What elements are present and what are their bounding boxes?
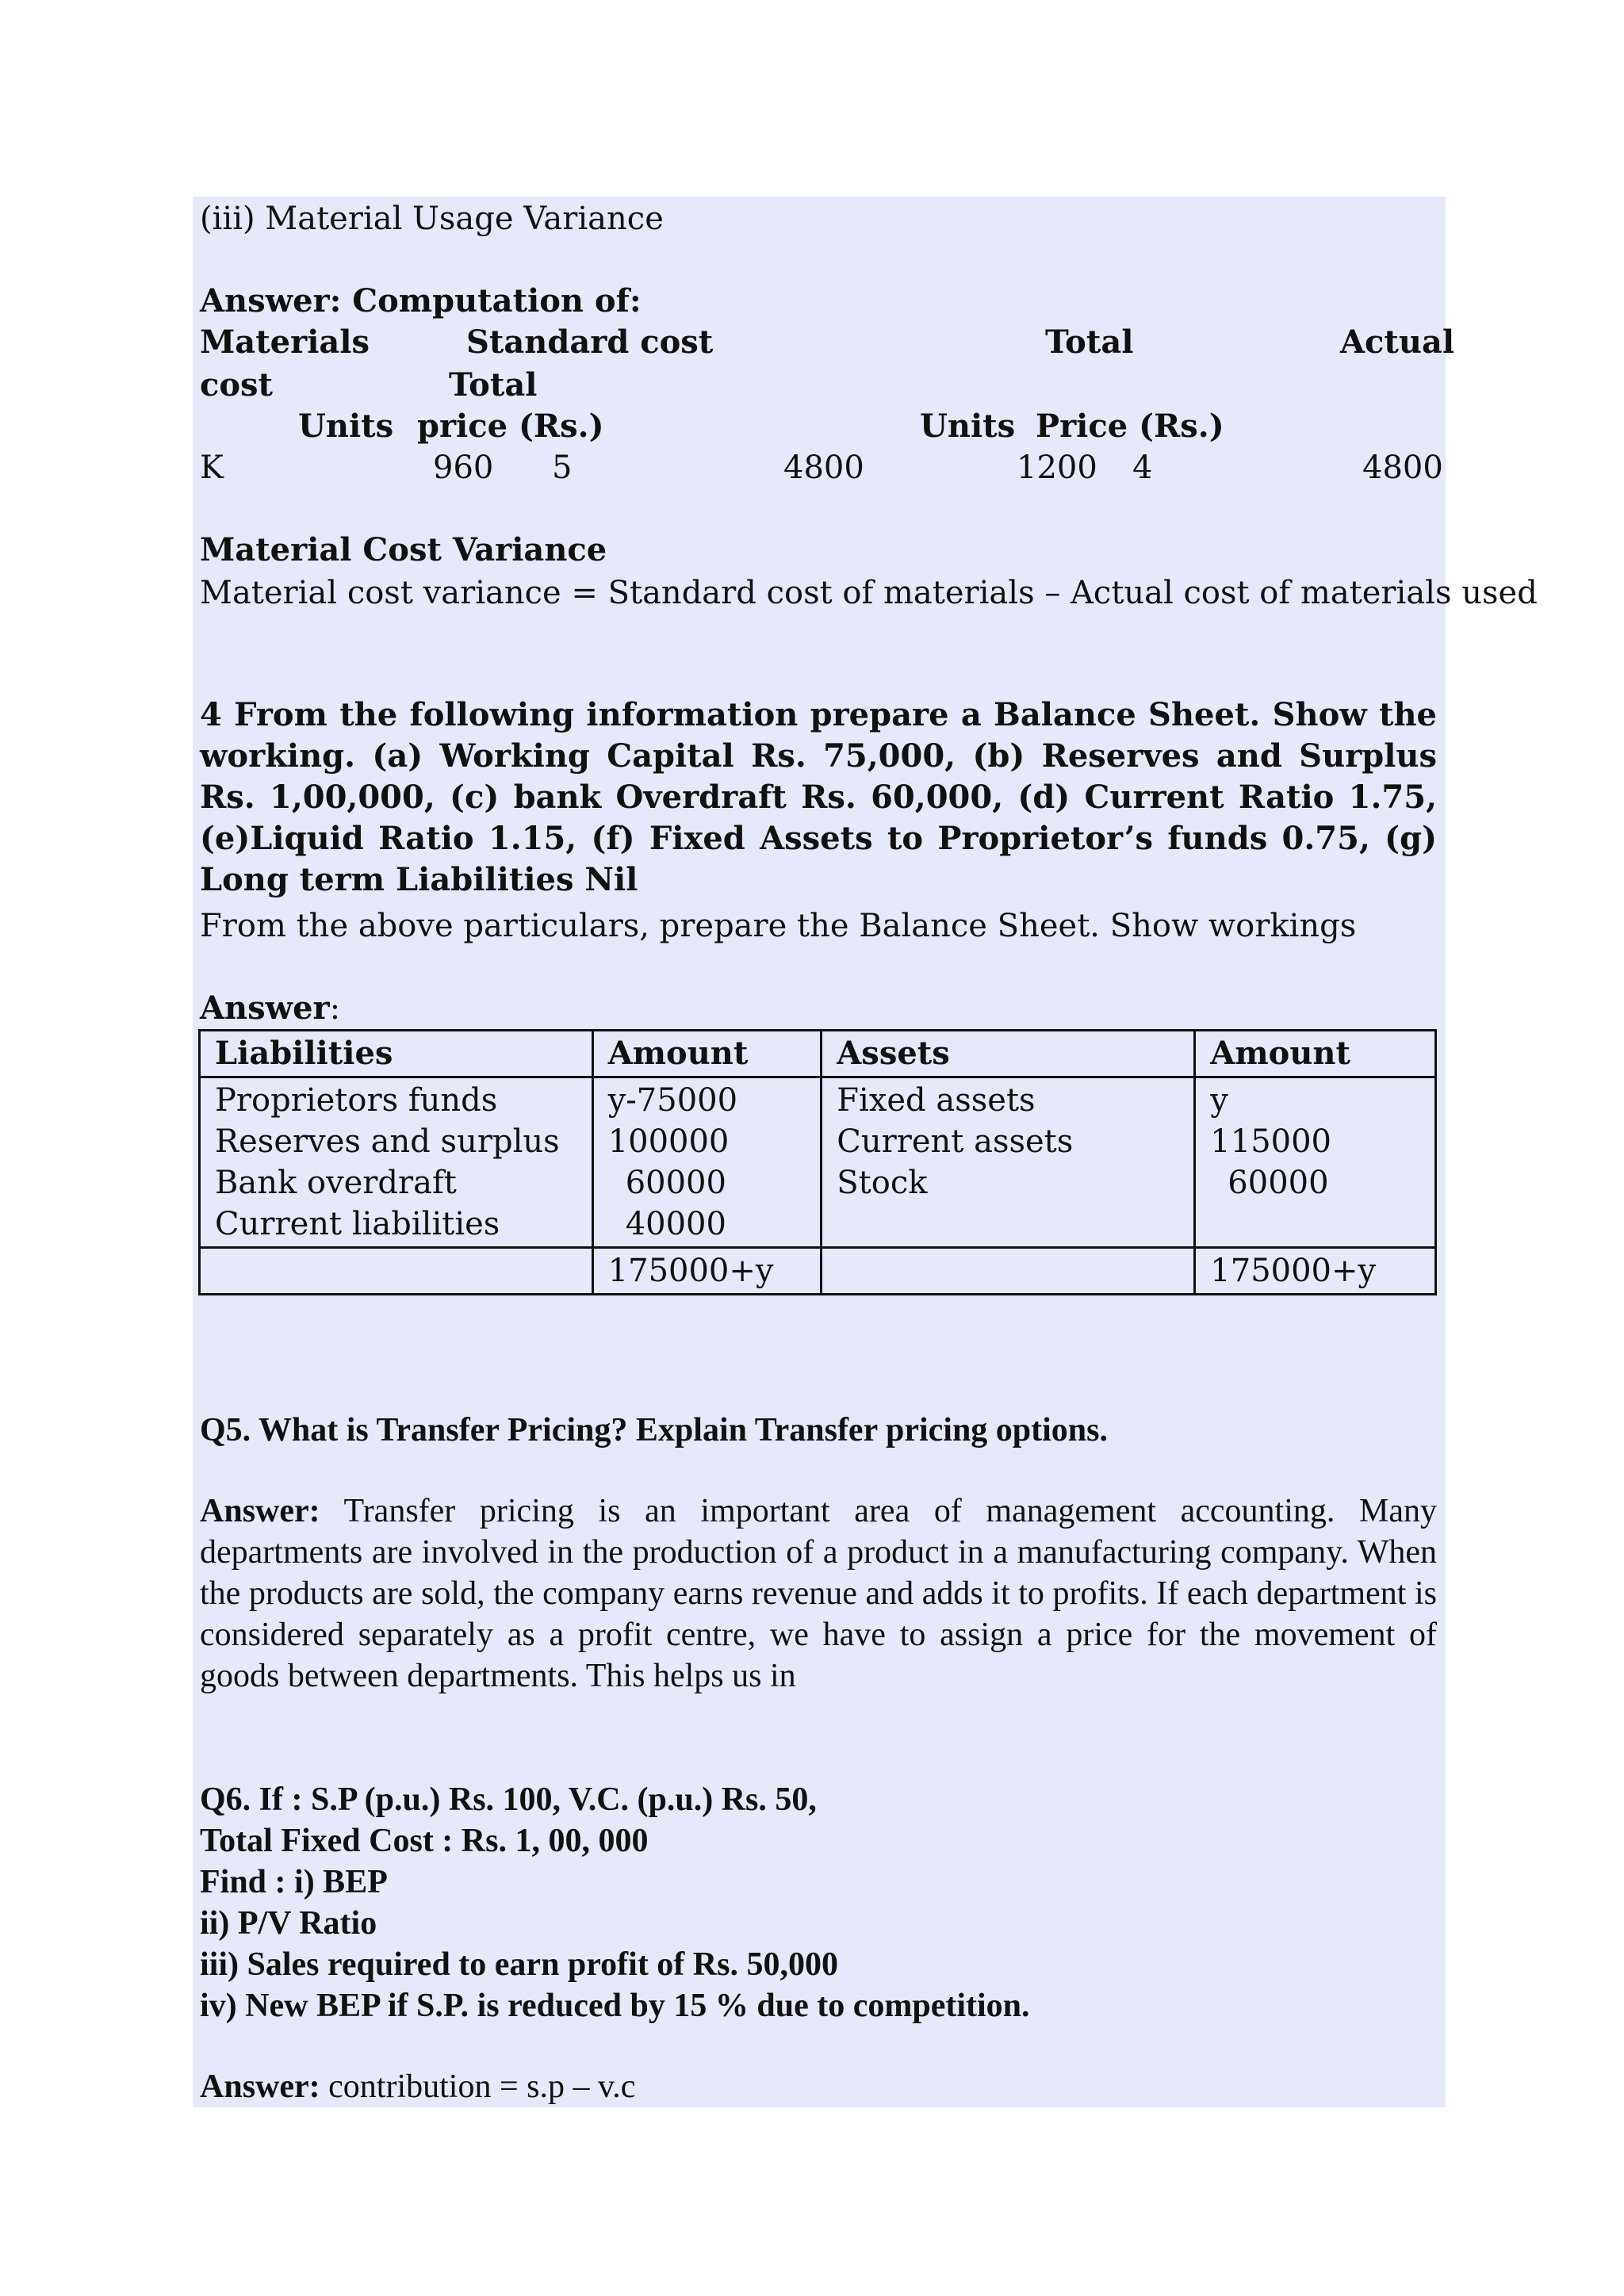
asset-item: Fixed assets [837, 1082, 1036, 1119]
liability-amount: 100000 [607, 1123, 730, 1160]
q5-answer-label: Answer: [200, 1493, 320, 1529]
section-title: (iii) Material Usage Variance [200, 201, 664, 237]
th-assets: Assets [822, 1031, 1195, 1077]
header-total: Total [1045, 323, 1134, 361]
table-total-row [200, 1248, 1436, 1295]
asset-item: Stock [837, 1165, 928, 1201]
total-assets: 175000+y [1195, 1248, 1436, 1295]
q6-answer-text: contribution = s.p – v.c [328, 2068, 636, 2105]
q5-answer [200, 1490, 1437, 1697]
q4-instruction: From the above particulars, prepare the Balance Sheet. Show workings [200, 908, 1357, 944]
row-std-units: 960 [433, 450, 494, 486]
table-header-row [200, 1031, 1436, 1077]
q4-question [200, 695, 1437, 901]
q6-line: ii) P/V Ratio [200, 1905, 377, 1942]
liability-item: Reserves and surplus [215, 1123, 560, 1160]
liability-amount: 40000 [625, 1206, 726, 1242]
q6-answer-label: Answer: [200, 2068, 320, 2105]
header-cost: cost [200, 366, 274, 404]
liability-item: Proprietors funds [215, 1082, 498, 1119]
header-units-actual: Units [920, 408, 1016, 445]
q4-answer-colon: : [329, 990, 341, 1027]
row-material: K [200, 450, 224, 486]
total-blank-2 [822, 1248, 1195, 1295]
q4-answer [200, 988, 340, 1029]
asset-item: Current assets [837, 1123, 1074, 1160]
q6-line: iii) Sales required to earn profit of Rs. 50,000 [200, 1946, 838, 1983]
answer-rest: : Computation of: [329, 282, 642, 320]
row-std-total: 4800 [783, 450, 864, 486]
liability-amounts-cell [592, 1077, 822, 1248]
assets-cell [822, 1077, 1195, 1248]
mcv-heading: Material Cost Variance [200, 531, 607, 568]
liability-amount: y-75000 [607, 1082, 738, 1119]
row-act-units: 1200 [1017, 450, 1097, 486]
asset-amounts-cell [1195, 1077, 1436, 1248]
answer-computation [200, 281, 642, 322]
th-amount-assets: Amount [1195, 1031, 1436, 1077]
header-standard-cost: Standard cost [466, 323, 714, 361]
table-body-row [200, 1077, 1436, 1248]
q6-answer [200, 2066, 635, 2107]
q6-line: iv) New BEP if S.P. is reduced by 15 % due to competition. [200, 1988, 1030, 2024]
total-blank-1 [200, 1248, 593, 1295]
header-actual: Actual [1340, 323, 1455, 361]
asset-amount: y [1210, 1082, 1228, 1119]
asset-amount: 60000 [1228, 1165, 1329, 1201]
mcv-formula: Material cost variance = Standard cost of materials – Actual cost of materials used [200, 575, 1538, 611]
q6-line: Q6. If : S.P (p.u.) Rs. 100, V.C. (p.u.) Rs. 50, [200, 1781, 817, 1818]
liabilities-cell [200, 1077, 593, 1248]
header-price-actual: Price (Rs.) [1036, 408, 1224, 445]
liability-item: Bank overdraft [215, 1165, 457, 1201]
liability-amount: 60000 [625, 1165, 726, 1201]
row-act-total: 4800 [1362, 450, 1443, 486]
q4-line2: (a) Working Capital Rs. 75,000, (b) Reserves and Surplus Rs. 1,00,000, (c) bank Overdraft Rs. 60,000, (d) Current Ratio 1.75, (e)Liquid Ratio 1.15, (f) Fixed Assets to Proprietor’s funds 0.75, (g) Long term Liabilities Nil [200, 737, 1437, 898]
header-materials: Materials [200, 323, 370, 361]
q4-line1: 4 From the following information prepare a Balance Sheet. Show the working. [200, 696, 1437, 775]
total-liabilities: 175000+y [592, 1248, 822, 1295]
q6-line: Total Fixed Cost : Rs. 1, 00, 000 [200, 1823, 649, 1859]
q4-answer-label: Answer [200, 989, 330, 1027]
th-liabilities: Liabilities [200, 1031, 593, 1077]
th-amount-liabilities: Amount [592, 1031, 822, 1077]
row-act-price: 4 [1132, 450, 1153, 486]
header-total-2: Total [449, 366, 538, 404]
asset-amount: 115000 [1210, 1123, 1331, 1160]
header-price-standard: price (Rs.) [417, 408, 604, 445]
answer-label: Answer [200, 282, 330, 320]
balance-sheet-table [198, 1029, 1437, 1295]
q6-line: Find : i) BEP [200, 1864, 388, 1900]
q5-answer-text: Transfer pricing is an important area of management accounting. Many departments are involved in the production of a product in a manufacturing company. When the products are sold, the company earns revenue and adds it to profits. If each department is considered separately as a profit centre, we have to assign a price for the movement of goods between departments. This helps us in [200, 1493, 1437, 1694]
row-std-price: 5 [552, 450, 573, 486]
q5-question: Q5. What is Transfer Pricing? Explain Transfer pricing options. [200, 1412, 1109, 1448]
header-units-standard: Units [298, 408, 394, 445]
liability-item: Current liabilities [215, 1206, 500, 1242]
